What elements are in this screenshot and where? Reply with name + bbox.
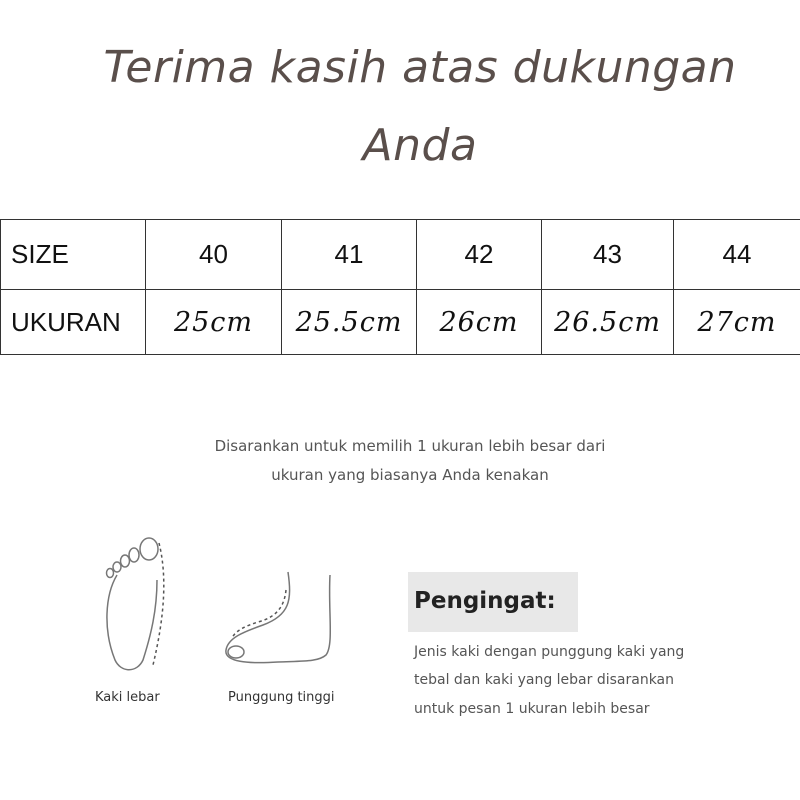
size-cell: 43 (542, 220, 674, 290)
page-title-line2: Anda (362, 120, 478, 171)
wide-foot-caption: Kaki lebar (95, 690, 160, 705)
reminder-title: Pengingat: (414, 588, 556, 614)
size-cell: 40 (146, 220, 282, 290)
length-cell: 25cm (146, 290, 282, 355)
wide-foot-icon (95, 535, 175, 675)
length-cell: 26.5cm (542, 290, 674, 355)
advice-line2: ukuran yang biasanya Anda kenakan (271, 466, 549, 484)
size-chart-table (0, 219, 800, 355)
reminder-line1: Jenis kaki dengan punggung kaki yang (414, 644, 685, 660)
length-header-cell: UKURAN (1, 290, 146, 355)
length-cell: 27cm (674, 290, 800, 355)
table-row-length (1, 290, 800, 355)
high-instep-foot-icon (218, 570, 338, 670)
page-title-line1: Terima kasih atas dukungan (103, 42, 737, 93)
size-cell: 44 (674, 220, 800, 290)
size-cell: 41 (282, 220, 417, 290)
table-row-size (1, 220, 800, 290)
reminder-line2: tebal dan kaki yang lebar disarankan (414, 672, 675, 688)
size-header-cell: SIZE (1, 220, 146, 290)
reminder-line3: untuk pesan 1 ukuran lebih besar (414, 701, 650, 717)
high-instep-caption: Punggung tinggi (228, 690, 335, 705)
size-cell: 42 (417, 220, 542, 290)
length-cell: 25.5cm (282, 290, 417, 355)
advice-line1: Disarankan untuk memilih 1 ukuran lebih besar dari (214, 437, 606, 455)
length-cell: 26cm (417, 290, 542, 355)
